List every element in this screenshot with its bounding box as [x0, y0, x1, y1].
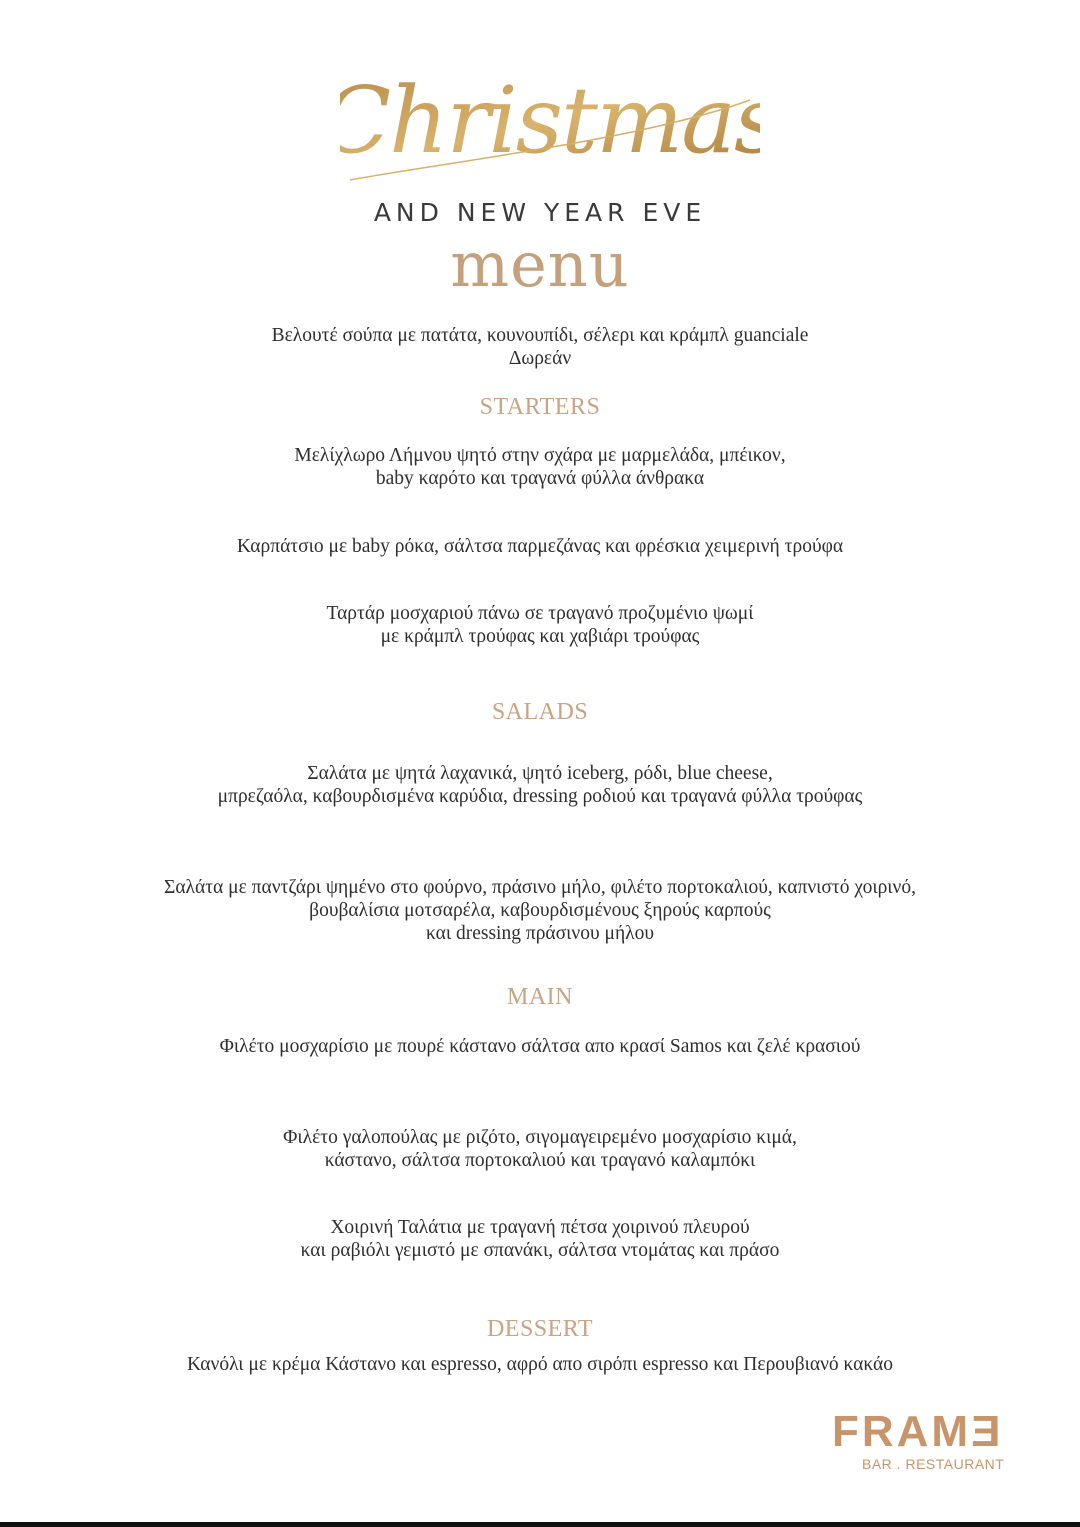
dish-starter-2: Καρπάτσιο με baby ρόκα, σάλτσα παρμεζάνας και φρέσκια χειμερινή τρούφα [236, 536, 844, 557]
dish-starter-1: Μελίχλωρο Λήμνου ψητό στην σχάρα με μαρμελάδα, μπέικον, baby καρότο και τραγανά φύλλα άνθρακα [294, 445, 786, 489]
logo-wordmark: FRAMƎ [832, 1407, 1004, 1456]
bottom-border [0, 1522, 1080, 1527]
dish-main-3: Χοιρινή Ταλάτια με τραγανή πέτσα χοιρινού πλευρού και ραβιόλι γεμιστό με σπανάκι, σάλτσα ντομάτας και πράσο [300, 1217, 780, 1261]
dish-salad-2: Σαλάτα με παντζάρι ψημένο στο φούρνο, πράσινο μήλο, φιλέτο πορτοκαλιού, καπνιστό χοιρινό, βουβαλίσια μοτσαρέλα, καβουρδισμένους ξηρούς καρπούς και dressing πράσινου μήλου [163, 877, 916, 944]
section-title-salads: SALADS [491, 699, 589, 725]
section-title-main: MAIN [507, 984, 573, 1010]
menu-heading: menu [450, 228, 630, 301]
welcome-soup: Βελουτέ σούπα με πατάτα, κουνουπίδι, σέλερι και κράμπλ guanciale Δωρεάν [271, 325, 809, 369]
script-title-text: Christmas [340, 67, 760, 174]
christmas-script-title [340, 40, 760, 200]
section-title-starters: STARTERS [479, 394, 601, 420]
dish-main-2: Φιλέτο γαλοπούλας με ριζότο, σιγομαγειρεμένο μοσχαρίσιο κιμά, κάστανο, σάλτσα πορτοκαλιού και τραγανό καλαμπόκι [283, 1127, 797, 1171]
logo-tagline: BAR . RESTAURANT [862, 1456, 1005, 1472]
dish-starter-3: Ταρτάρ μοσχαριού πάνω σε τραγανό προζυμένιο ψωμί με κράμπλ τρούφας και χαβιάρι τρούφας [326, 603, 754, 647]
subtitle: AND NEW YEAR EVE [373, 198, 707, 227]
dish-dessert-1: Κανόλι με κρέμα Κάστανο και espresso, αφρό απο σιρόπι espresso και Περουβιανό κακάο [186, 1354, 894, 1375]
dish-salad-1: Σαλάτα με ψητά λαχανικά, ψητό iceberg, ρόδι, blue cheese, μπρεζαόλα, καβουρδισμένα καρύδια, dressing ροδιού και τραγανά φύλλα τρούφας [217, 763, 863, 807]
frame-logo [832, 1408, 1017, 1472]
dish-main-1: Φιλέτο μοσχαρίσιο με πουρέ κάστανο σάλτσα απο κρασί Samos και ζελέ κρασιού [219, 1036, 861, 1057]
section-title-dessert: DESSERT [486, 1316, 594, 1342]
